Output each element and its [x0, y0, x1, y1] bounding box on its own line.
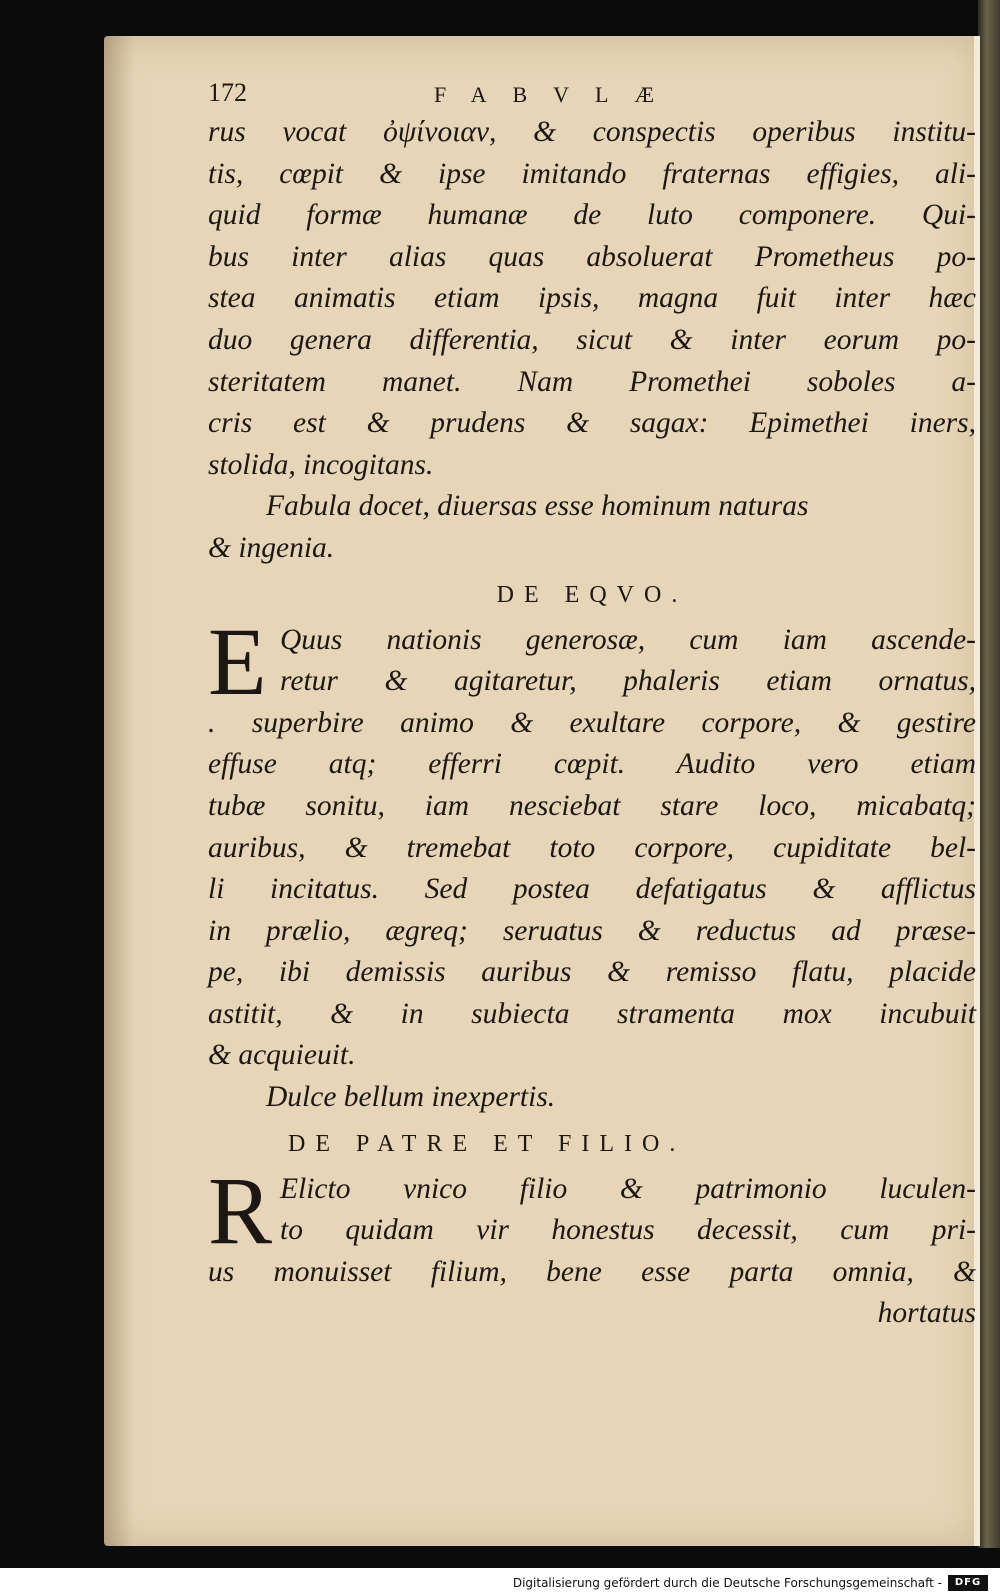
moral-line: Dulce bellum inexpertis. [266, 1081, 556, 1114]
spine-shadow [104, 36, 134, 1546]
text-line: & acquieuit. [208, 1039, 356, 1072]
text-line: to quidam vir honestus decessit, cum pri- [280, 1214, 976, 1247]
text-line: cris est & prudens & sagax: Epimethei iners, [208, 407, 976, 440]
text-line: retur & agitaretur, phaleris etiam ornatus, [280, 665, 976, 698]
running-title: FABVLÆ [434, 82, 681, 107]
text-line: stea animatis etiam ipsis, magna fuit inter hæc [208, 282, 976, 315]
text-line: duo genera differentia, sicut & inter eorum po- [208, 323, 976, 356]
drop-cap: E [208, 607, 267, 715]
fable-prometheus-ending [208, 112, 976, 570]
text-line: Elicto vnico filio & patrimonio luculen- [280, 1172, 976, 1205]
dfg-logo-icon: DFG [948, 1575, 988, 1591]
fable-heading-father-son: DE PATRE ET FILIO. [288, 1130, 686, 1157]
text-line: rus vocat ὀψίνοιαν, & conspectis operibus institu- [208, 116, 976, 148]
text-line: stolida, incogitans. [208, 448, 434, 481]
fable-heading-horse: DE EQVO. [496, 581, 688, 608]
moral-line: & ingenia. [208, 531, 335, 564]
text-line: . superbire animo & exultare corpore, & gestire [208, 706, 976, 739]
page-text [208, 72, 976, 1335]
moral-line: Fabula docet, diuersas esse hominum naturas [266, 490, 809, 523]
catchword: hortatus [877, 1297, 976, 1330]
text-line: quid formæ humanæ de luto componere. Qui- [208, 199, 976, 232]
text-line: bus inter alias quas absoluerat Prometheus po- [208, 240, 976, 273]
text-line: effuse atq; efferri cœpit. Audito vero etiam [208, 748, 976, 781]
text-line: Quus nationis generosæ, cum iam ascende- [280, 623, 976, 656]
fable-father-son [208, 1156, 976, 1335]
text-line: steritatem manet. Nam Promethei soboles a- [208, 365, 976, 398]
page-number: 172 [208, 78, 247, 107]
text-line: in prælio, ægreq; seruatus & reductus ad præse- [208, 914, 976, 947]
fable-horse [208, 607, 976, 1119]
text-line: tis, cœpit & ipse imitando fraternas effigies, ali- [208, 157, 976, 190]
footer-bar [0, 1568, 1000, 1596]
text-line: us monuisset filium, bene esse parta omnia, & [208, 1255, 976, 1288]
text-line: auribus, & tremebat toto corpore, cupiditate bel- [208, 831, 976, 864]
page-header [208, 72, 976, 112]
text-line: li incitatus. Sed postea defatigatus & afflictus [208, 873, 976, 906]
text-line: pe, ibi demissis auribus & remisso flatu, placide [208, 956, 976, 989]
text-line: tubæ sonitu, iam nesciebat stare loco, micabatq; [208, 789, 976, 822]
drop-cap: R [208, 1156, 273, 1264]
funding-credit: Digitalisierung gefördert durch die Deutsche Forschungsgemeinschaft - [512, 1576, 942, 1590]
text-line: astitit, & in subiecta stramenta mox incubuit [208, 997, 976, 1030]
book-binding [978, 0, 1000, 1548]
